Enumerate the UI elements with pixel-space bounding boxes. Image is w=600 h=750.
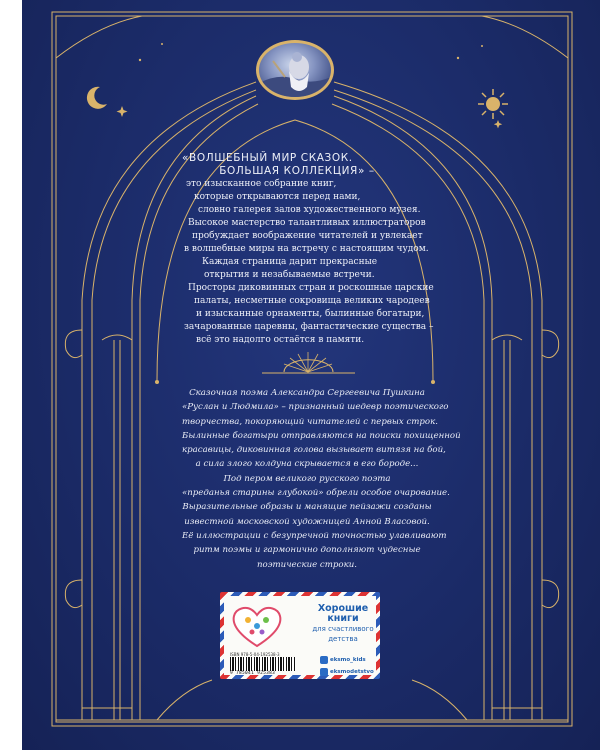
isbn-text: ISBN 978-5-04-192538-3 [230, 652, 280, 657]
intro-line: Высокое мастерство талантливых иллюстраторов [188, 218, 426, 228]
illustration-medallion [256, 40, 334, 100]
intro-line: зачарованные царевны, фантастические существа – [184, 322, 434, 332]
intro-line: которые открываются перед нами, [194, 192, 361, 202]
crescent-moon-icon [82, 84, 110, 112]
telegram-icon [320, 668, 328, 676]
slogan-line: книги [327, 613, 359, 624]
social-vk [320, 656, 366, 664]
slogan-line: детства [328, 635, 358, 643]
description-line: «преданья старины глубокой» обрели особое очарование. [182, 488, 450, 499]
intro-line: в волшебные миры на встречу с настоящим чудом. [184, 244, 429, 254]
social-telegram [320, 668, 374, 676]
barcode-number: 9 785041 925383 [230, 671, 276, 676]
intro-line: словно галерея залов художественного музея. [198, 205, 421, 215]
description-line: ритм поэмы и гармонично дополняют чудесные [193, 545, 421, 556]
intro-line: и изысканные орнаменты, былинные богатыри, [196, 309, 425, 319]
heart-emblem-icon [230, 604, 284, 648]
social-handle: eksmo_kids [330, 657, 366, 663]
publisher-slogan [312, 604, 374, 644]
publisher-sticker [220, 592, 380, 679]
description-line: творчества, покоряющий читателей с первых строк. [182, 416, 438, 427]
description-line: Под пером великого русского поэта [223, 473, 391, 484]
description-line: красавицы, диковинная голова вызывает витязя на бой, [182, 445, 446, 456]
description-line: Её иллюстрации с безупречной точностью улавливают [182, 530, 447, 541]
description-line: а сила злого колдуна скрывается в его бороде... [195, 459, 419, 470]
intro-line: палаты, несметные сокровища великих чародеев [194, 296, 430, 306]
description-line: Выразительные образы и манящие пейзажи созданы [182, 502, 432, 513]
description-line: «Руслан и Людмила» – признанный шедевр поэтического [182, 402, 449, 413]
barcode [230, 657, 296, 671]
intro-title-line-1: «ВОЛШЕБНЫЙ МИР СКАЗОК. [182, 152, 353, 164]
intro-line: это изысканное собрание книг, [186, 179, 337, 189]
vk-icon [320, 656, 328, 664]
intro-line: пробуждает воображение читателей и увлекает [192, 231, 423, 241]
social-handle: eksmodetstvo [330, 669, 374, 675]
intro-line: Просторы диковинных стран и роскошные царские [188, 283, 434, 293]
book-description [182, 386, 461, 572]
intro-title-line-2: БОЛЬШАЯ КОЛЛЕКЦИЯ» – [219, 165, 375, 177]
sun-icon [477, 88, 509, 120]
knight-illustration [259, 43, 331, 97]
intro-line: всё это надолго остаётся в памяти. [196, 335, 365, 345]
description-line: Сказочная поэма Александра Сергеевича Пушкина [189, 388, 425, 398]
book-back-cover [22, 0, 600, 750]
description-line: Былинные богатыри отправляются на поиски похищенной [182, 430, 461, 441]
description-line: поэтические строки. [257, 559, 357, 570]
slogan-line: для счастливого [312, 625, 374, 633]
slogan-line: Хорошие [317, 603, 369, 614]
collection-intro [182, 152, 434, 347]
description-line: известной московской художницей Анной Власовой. [184, 516, 430, 527]
intro-line: открытия и незабываемые встречи. [204, 270, 375, 280]
intro-line: Каждая страница дарит прекрасные [202, 257, 378, 267]
